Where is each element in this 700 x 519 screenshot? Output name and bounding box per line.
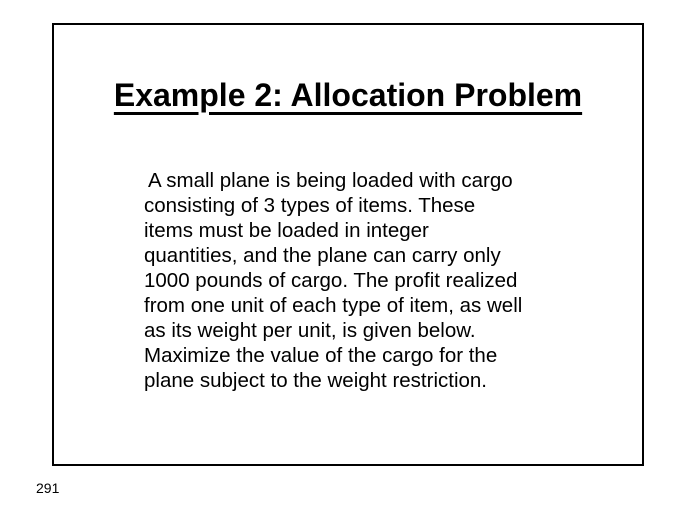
body-line: Maximize the value of the cargo for the — [144, 344, 498, 367]
body-line: 1000 pounds of cargo. The profit realized — [144, 269, 518, 292]
body-line: quantities, and the plane can carry only — [144, 244, 501, 267]
slide-body-text — [144, 168, 624, 393]
body-line: items must be loaded in integer — [144, 219, 429, 242]
body-line: as its weight per unit, is given below. — [144, 319, 476, 342]
body-line: plane subject to the weight restriction. — [144, 369, 487, 392]
slide-title: Example 2: Allocation Problem — [113, 77, 583, 113]
body-line: A small plane is being loaded with cargo — [148, 169, 513, 192]
slide-frame — [52, 23, 644, 466]
body-line: from one unit of each type of item, as well — [144, 294, 523, 317]
page-number: 291 — [36, 480, 60, 496]
body-line: consisting of 3 types of items. These — [144, 194, 476, 217]
